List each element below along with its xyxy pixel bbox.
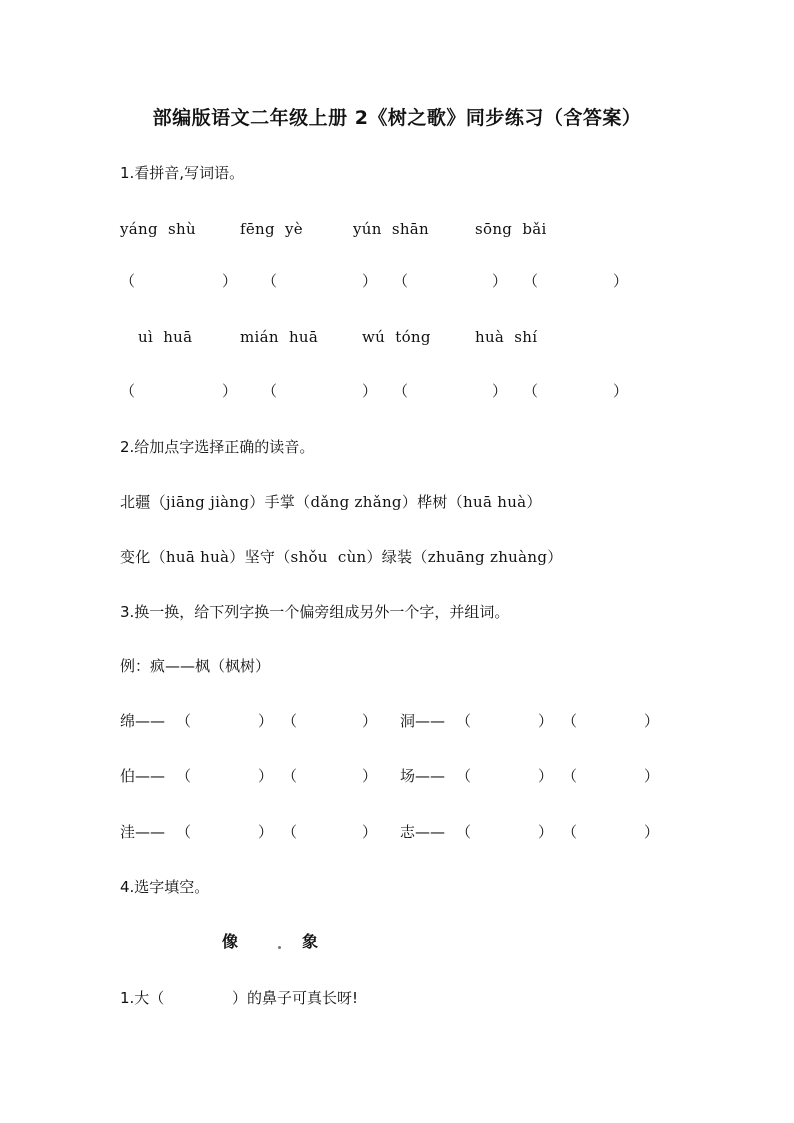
page-title: 部编版语文二年级上册 2《树之歌》同步练习（含答案） (152, 107, 642, 129)
q1-blank-open-7: （ (393, 382, 409, 400)
q1-blank-open-3: （ (393, 272, 409, 290)
q1-blank-open-4: （ (523, 272, 539, 290)
q4-item1-prefix: 1.大（ (120, 989, 165, 1007)
q3-row1-p3-open: （ (456, 712, 472, 730)
q4-choice-a: 像 (222, 932, 239, 951)
q1-blank-open-8: （ (523, 382, 539, 400)
separator-dot (278, 946, 281, 949)
q1-pinyin-8: huà shí (475, 328, 538, 346)
q4-item1-suffix: ）的鼻子可真长呀! (232, 989, 359, 1007)
q3-row3-p2-close: ） (362, 823, 378, 841)
q1-blank-close-1: ） (222, 272, 238, 290)
q4-choice-b: 象 (302, 932, 319, 951)
q1-blank-open-6: （ (262, 382, 278, 400)
q2-line-2: 变化（huā huà）坚守（shǒu cùn）绿装（zhuāng zhuàng） (120, 548, 563, 566)
q3-row3-p2-open: （ (282, 823, 298, 841)
q3-row3-p3-close: ） (538, 823, 554, 841)
q1-pinyin-2: fēng yè (240, 220, 303, 238)
q1-blank-close-2: ） (362, 272, 378, 290)
q1-blank-close-4: ） (613, 272, 629, 290)
q2-line-1: 北疆（jiāng jiàng）手掌（dǎng zhǎng）桦树（huā huà） (120, 493, 542, 511)
q1-blank-close-8: ） (613, 382, 629, 400)
q1-pinyin-1: yáng shù (120, 220, 196, 238)
q1-pinyin-7: wú tóng (362, 328, 431, 346)
q1-pinyin-3: yún shān (353, 220, 429, 238)
q1-pinyin-6: mián huā (240, 328, 319, 346)
q1-blank-open-1: （ (120, 272, 136, 290)
q3-row2-p2-open: （ (282, 767, 298, 785)
q3-row1-p2-open: （ (282, 712, 298, 730)
q1-blank-close-3: ） (492, 272, 508, 290)
q3-row1-p2-close: ） (362, 712, 378, 730)
q3-row3-left: 洼—— (120, 823, 166, 841)
q1-blank-close-5: ） (222, 382, 238, 400)
q3-row2-p3-open: （ (456, 767, 472, 785)
q3-row2-left: 伯—— (120, 767, 166, 785)
q3-row1-p1-close: ） (258, 712, 274, 730)
q3-example: 例：疯——枫（枫树） (120, 657, 271, 675)
q3-row3-p4-open: （ (562, 823, 578, 841)
q1-blank-close-6: ） (362, 382, 378, 400)
q3-row3-p1-close: ） (258, 823, 274, 841)
q3-row2-p1-open: （ (176, 767, 192, 785)
q1-blank-open-5: （ (120, 382, 136, 400)
q3-heading: 3.换一换，给下列字换一个偏旁组成另外一个字，并组词。 (120, 603, 510, 621)
q3-row2-p1-close: ） (258, 767, 274, 785)
q3-row2-p3-close: ） (538, 767, 554, 785)
q1-pinyin-5: uì huā (138, 328, 193, 346)
q1-blank-open-2: （ (262, 272, 278, 290)
q3-row3-p3-open: （ (456, 823, 472, 841)
q4-heading: 4.选字填空。 (120, 878, 210, 896)
q3-row1-p4-open: （ (562, 712, 578, 730)
q1-heading: 1.看拼音,写词语。 (120, 164, 245, 182)
q3-row2-p2-close: ） (362, 767, 378, 785)
q1-blank-close-7: ） (492, 382, 508, 400)
q3-row1-p4-close: ） (644, 712, 660, 730)
q2-heading: 2.给加点字选择正确的读音。 (120, 438, 315, 456)
q3-row3-p4-close: ） (644, 823, 660, 841)
q3-row1-p3-close: ） (538, 712, 554, 730)
q3-row1-left: 绵—— (120, 712, 166, 730)
q3-row2-p4-open: （ (562, 767, 578, 785)
q3-row3-right: 志—— (400, 823, 446, 841)
q3-row1-right: 洞—— (400, 712, 446, 730)
q3-row3-p1-open: （ (176, 823, 192, 841)
q1-pinyin-4: sōng bǎi (475, 220, 547, 238)
q3-row1-p1-open: （ (176, 712, 192, 730)
q3-row2-right: 场—— (400, 767, 446, 785)
q3-row2-p4-close: ） (644, 767, 660, 785)
